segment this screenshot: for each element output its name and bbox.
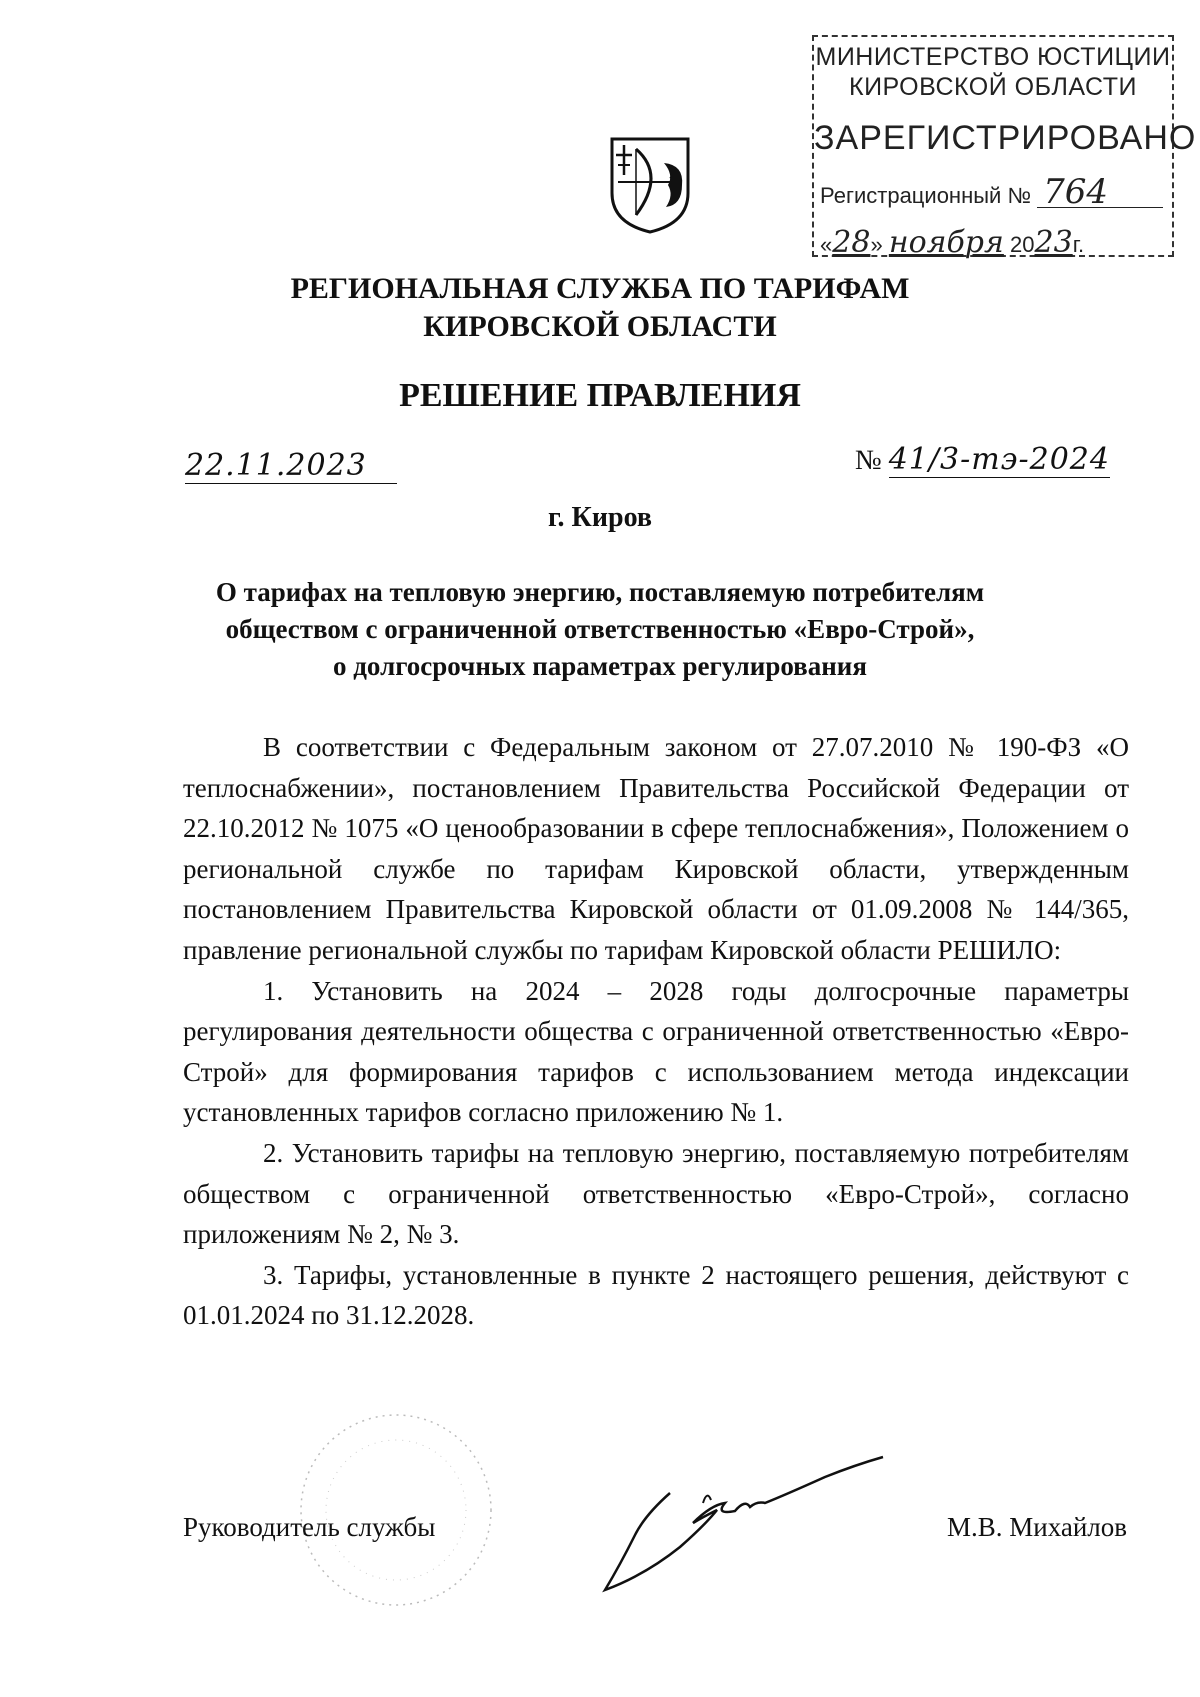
item-2-paragraph: 2. Установить тарифы на тепловую энергию, поставляемую потребителям обществом с ограниченной ответственностью «Евро-Строй», согласно приложениям № 2, № 3.: [183, 1137, 1129, 1250]
decision-body: [183, 727, 1129, 1336]
stamp-date-year-unit: г.: [1072, 232, 1085, 257]
city: г. Киров: [548, 502, 652, 533]
decision-subject: [0, 574, 1200, 685]
handwritten-signature: [585, 1455, 895, 1595]
decision-date-field: [185, 448, 397, 484]
preamble-paragraph: В соответствии с Федеральным законом от 27.07.2010 № 190-ФЗ «О теплоснабжении», постановлением Правительства Российской Федерации от 22.10.2012 № 1075 «О ценообразовании в сфере теплоснабжения», Положением о региональной службе по тарифам Кировской области, утвержденным постановлением Правительства Кировской области от 01.09.2008 № 144/365, правление региональной службы по тарифам Кировской области РЕШИЛО:: [183, 732, 1129, 965]
signer-name: М.В. Михайлов: [947, 1512, 1128, 1542]
signer-title: Руководитель службы: [183, 1512, 436, 1542]
agency-name: [0, 270, 1200, 346]
decision-number-field: [855, 442, 1110, 477]
stamp-reg-line: [820, 172, 1163, 212]
stamp-reg-number: 764: [1037, 177, 1163, 208]
subject-line1: О тарифах на тепловую энергию, поставляемую потребителям: [215, 577, 985, 607]
document-type: РЕШЕНИЕ ПРАВЛЕНИЯ: [399, 377, 801, 414]
stamp-date-close: »: [870, 232, 883, 257]
stamp-date-day: 28: [832, 225, 871, 260]
stamp-date-line: [820, 225, 1084, 260]
stamp-ministry-line1: МИНИСТЕРСТВО ЮСТИЦИИ: [815, 43, 1171, 71]
subject-line2: обществом с ограниченной ответственностью «Евро-Строй»,: [225, 614, 975, 644]
item-1-paragraph: 1. Установить на 2024 – 2028 годы долгосрочные параметры регулирования деятельности общества с ограниченной ответственностью «Евро-Строй» для формирования тарифов с использованием метода индексации установленных тарифов согласно приложению № 1.: [183, 975, 1129, 1128]
stamp-ministry-line2: КИРОВСКОЙ ОБЛАСТИ: [849, 73, 1137, 101]
item-3-paragraph: 3. Тарифы, установленные в пункте 2 настоящего решения, действуют с 01.01.2024 по 31.12.2028.: [183, 1259, 1129, 1331]
agency-name-line2: КИРОВСКОЙ ОБЛАСТИ: [423, 310, 777, 343]
agency-name-line1: РЕГИОНАЛЬНАЯ СЛУЖБА ПО ТАРИФАМ: [290, 272, 910, 305]
stamp-reg-label: Регистрационный №: [820, 183, 1032, 208]
stamp-date-year-suffix: 23: [1034, 225, 1073, 260]
stamp-date-open: «: [820, 232, 833, 257]
decision-number: 41/3-тэ-2024: [888, 442, 1110, 477]
subject-line3: о долгосрочных параметрах регулирования: [333, 651, 867, 681]
decision-number-label: №: [855, 445, 882, 476]
registration-stamp: [812, 35, 1197, 260]
kirov-coat-of-arms-icon: [608, 135, 692, 235]
stamp-date-month: ноября: [888, 225, 1004, 260]
stamp-date-year-prefix: 20: [1010, 232, 1035, 257]
decision-date: 22.11.2023: [185, 448, 367, 483]
stamp-status: ЗАРЕГИСТРИРОВАНО: [814, 119, 1197, 157]
faint-round-seal: [296, 1408, 496, 1613]
